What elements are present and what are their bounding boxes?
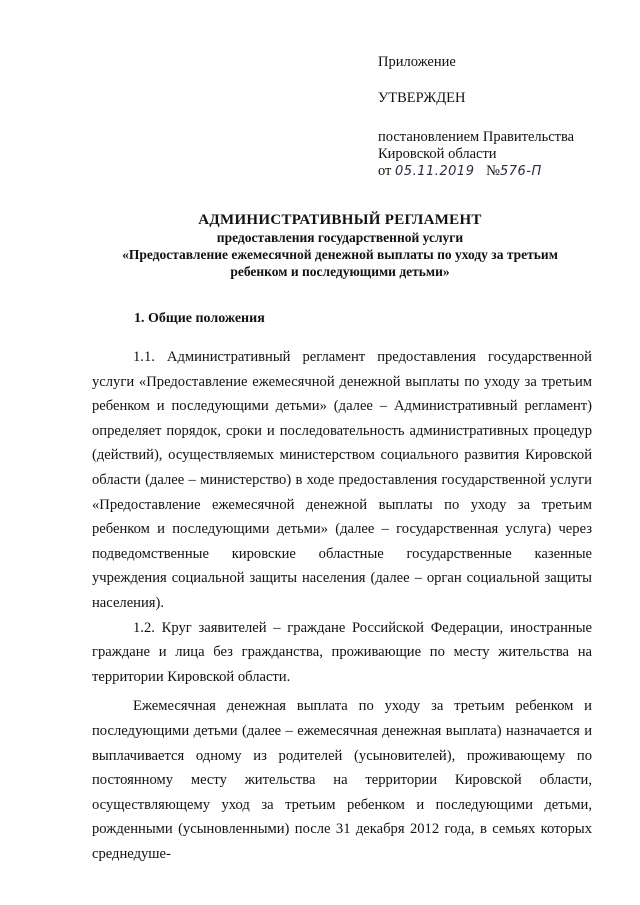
paragraph-1-1: 1.1. Административный регламент предоставления государственной услуги «Предоставление ежемесячной денежной выплаты по уходу за третьим ребенком и последующими детьми» (далее – Административный регламент) определяет порядок, сроки и последовательность административных процедур (действий), осуществляемых министерством социального развития Кировской области (далее – министерство) в ходе предоставления государственной услуги «Предоставление ежемесячной денежной выплаты по уходу за третьим ребенком и последующими детьми» (далее – государственная услуга) через подведомственные кировские областные государственные казенные учреждения социальной защиты населения (далее – орган социальной защиты населения).	[92, 349, 592, 611]
resolution-line-2: Кировской области	[378, 146, 497, 162]
approved-label: УТВЕРЖДЕН	[378, 90, 466, 106]
paragraph-1-2: 1.2. Круг заявителей – граждане Российской Федерации, иностранные граждане и лица без гражданства, проживающие по месту жительства на территории Кировской области.	[92, 619, 592, 685]
document-body	[92, 345, 592, 866]
title-main: АДМИНИСТРАТИВНЫЙ РЕГЛАМЕНТ	[198, 212, 482, 228]
handwritten-date: 05.11.2019	[395, 164, 475, 179]
paragraph-monthly-payment: Ежемесячная денежная выплата по уходу за третьим ребенком и последующими детьми (далее – ежемесячная денежная выплата) назначается и выплачивается одному из родителей (усыновителей), проживающему по постоянному месту жительства на территории Кировской области, осуществляющему уход за третьим ребенком и последующими детьми, рожденными (усыновленными) после 31 декабря 2012 года, в семьях которых среднедуше-	[92, 698, 592, 862]
title-sub-1: предоставления государственной услуги	[216, 230, 464, 245]
approval-block	[378, 54, 618, 180]
title-sub-2: «Предоставление ежемесячной денежной выплаты по уходу за третьим	[122, 247, 558, 262]
number-prefix: №	[486, 163, 500, 179]
section-heading: 1. Общие положения	[134, 311, 265, 326]
appendix-label: Приложение	[378, 54, 456, 70]
resolution-line-1: постановлением Правительства	[378, 129, 575, 145]
date-prefix: от	[378, 163, 392, 179]
handwritten-number: 576-П	[499, 164, 542, 179]
document-title	[60, 211, 620, 280]
title-sub-3: ребенком и последующими детьми»	[230, 264, 450, 279]
date-number-line	[378, 163, 618, 180]
